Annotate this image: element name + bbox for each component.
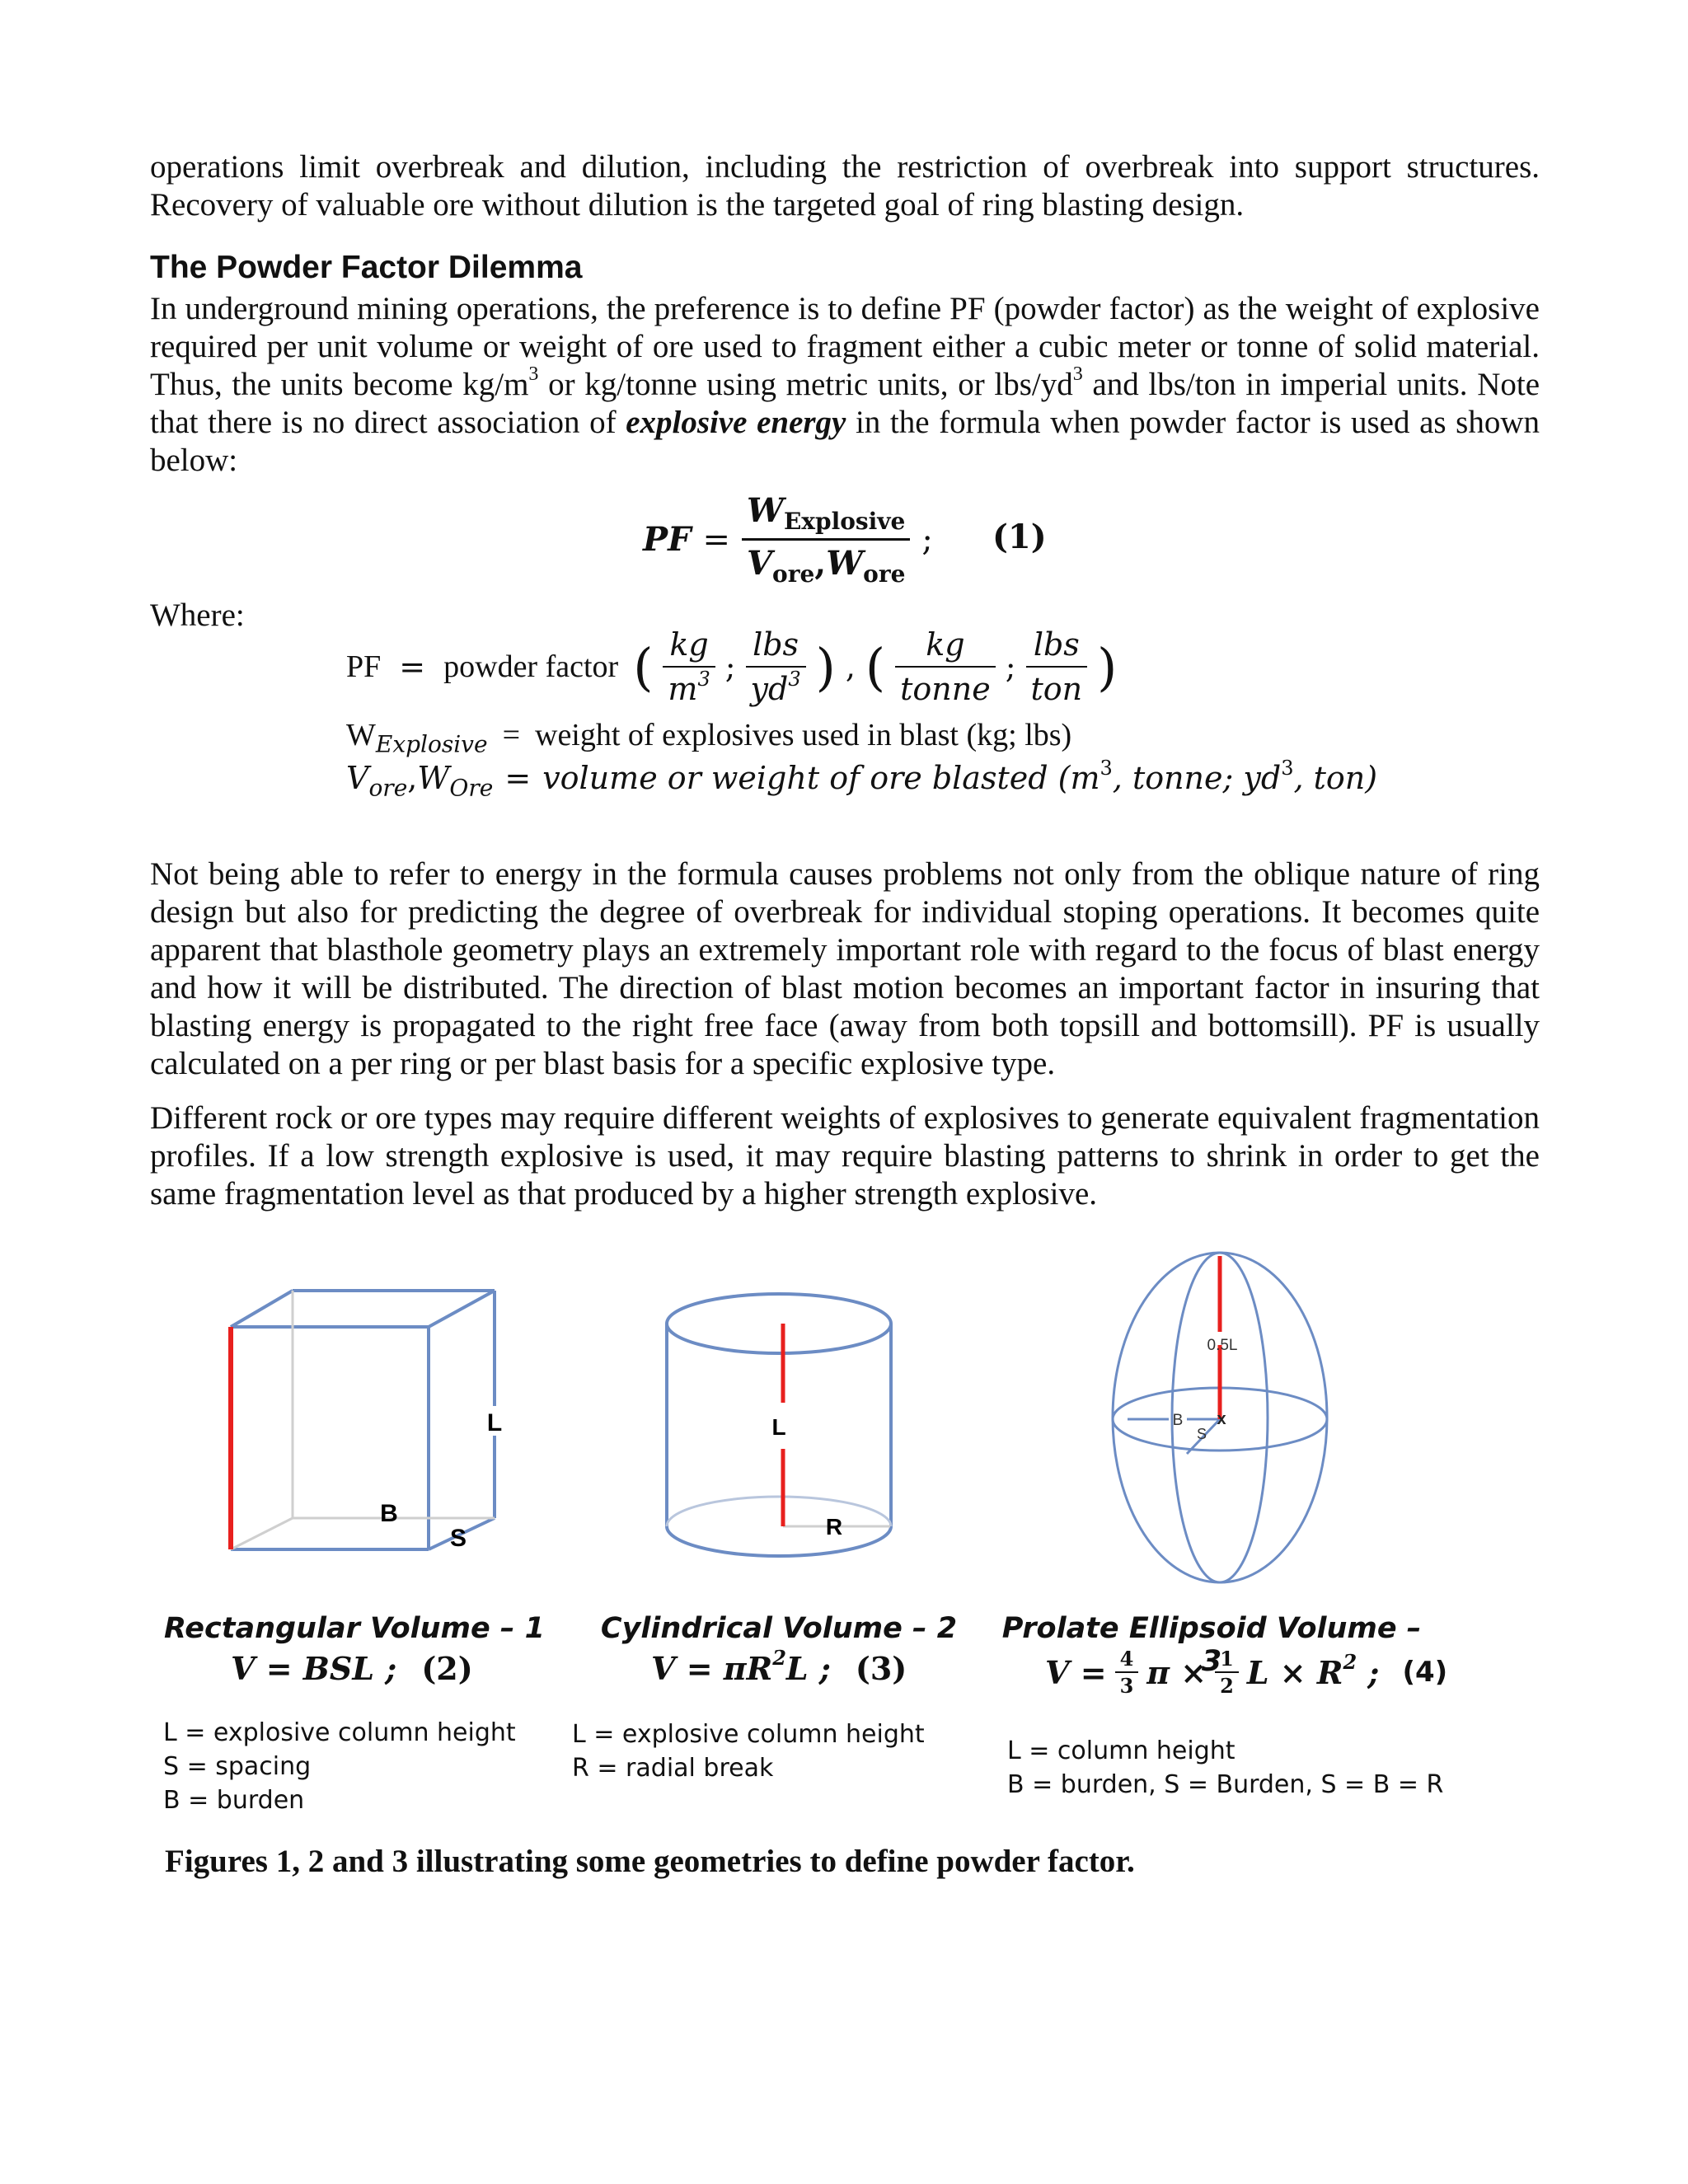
ellipsoid-label-s: S bbox=[1196, 1426, 1207, 1442]
fig1-legend-b: B = burden bbox=[163, 1786, 305, 1815]
cylindrical-volume-diagram bbox=[651, 1286, 907, 1566]
cylinder-bottom-back-arc bbox=[667, 1497, 891, 1526]
intro-paragraph: operations limit overbreak and dilution, including the restriction of overbreak into support structures. Recovery of valuable ore without dilution is the targeted goal of ring blasting design. bbox=[150, 149, 1540, 223]
where-row-pf: PF = powder factor ( $\frac{kg}{m^3}$ ; $\frac{\text{lbs}}{yd^3}$ ) , ( $\frac{kg}{\text{tonne}}$ ; $\frac{\text{lbs}}{\text{ton}}$ ) bbox=[346, 626, 1118, 707]
fig2-legend bbox=[572, 1718, 925, 1785]
where-row-w-explosive: $W_{Explosive}$ = weight of explosives used in blast (kg; lbs) bbox=[346, 718, 1072, 758]
rock-types-paragraph: Different rock or ore types may require different weights of explosives to generate equivalent fragmentation profiles. If a low strength explosive is used, it may require blasting patterns to shrink in order to get the same fragmentation level as that produced by a higher strength explosive. bbox=[150, 1100, 1540, 1212]
where-label: Where: bbox=[150, 598, 245, 633]
fig2-legend-l: L = explosive column height bbox=[572, 1720, 925, 1749]
cylinder-top-ellipse bbox=[667, 1294, 891, 1353]
box-top-right-edge bbox=[429, 1291, 495, 1327]
section-heading: The Powder Factor Dilemma bbox=[150, 250, 583, 285]
powder-factor-paragraph: In underground mining operations, the preference is to define PF (powder factor) as the weight of explosive required per unit volume or weight of ore used to fragment either a cubic meter or tonne of solid material. Thus, the units become $kg/m^3$ or kg/tonne using metric units, or lbs/$yd^3$ and lbs/ton in imperial units. Note that there is no direct association of explosive energy in the formula when powder factor is used as shown below: bbox=[150, 291, 1540, 478]
energy-paragraph: Not being able to refer to energy in the formula causes problems not only from the oblique nature of ring design but also for predicting the degree of overbreak for individual stoping operations. It becomes quite apparent that blasthole geometry plays an extremely important role with regard to the focus of blast energy and how it will be distributed. The direction of blast motion becomes an important factor in insuring that blasting energy is propagated to the right free face (away from both topsill and bottomsill). PF is usually calculated on a per ring or per blast basis for a specific explosive type. bbox=[150, 856, 1540, 1081]
fig3-equation: V = $\frac{4}{3}$ π × $\frac{1}{2}$ $L \times R^2$ ; (4) bbox=[1045, 1647, 1448, 1698]
box-top-left-edge bbox=[231, 1291, 293, 1327]
box-hidden-diagonal-edge bbox=[231, 1518, 293, 1549]
fig3-title: Prolate Ellipsoid Volume – 3 bbox=[1001, 1612, 1422, 1678]
fig1-title: Rectangular Volume – 1 bbox=[164, 1612, 545, 1645]
ellipsoid-label-half-l: 0.5L bbox=[1207, 1337, 1238, 1354]
cylinder-label-l: L bbox=[771, 1414, 786, 1440]
fig2-title: Cylindrical Volume – 2 bbox=[600, 1612, 958, 1645]
rectangular-volume-diagram bbox=[214, 1277, 511, 1566]
prolate-ellipsoid-diagram bbox=[1104, 1244, 1343, 1591]
fig3-legend-b: B = burden, S = Burden, S = B = R bbox=[1007, 1770, 1444, 1799]
equation-1: PF = $\frac{W_{Explosive}}{V_{ore},W_{ore}}$ ; bbox=[643, 491, 933, 588]
fig1-legend bbox=[163, 1716, 516, 1817]
ellipsoid-center-mark: x bbox=[1217, 1410, 1226, 1428]
cylinder-label-r: R bbox=[825, 1514, 843, 1540]
fig1-equation: V = BSL ; (2) bbox=[231, 1650, 473, 1687]
equation-1-number: (1) bbox=[992, 518, 1047, 556]
ellipsoid-label-b: B bbox=[1172, 1412, 1184, 1429]
where-row-v-ore: $V_{ore},W_{Ore}$ = volume or weight of ore blasted ($m^3$, tonne; $yd^3$, ton) bbox=[346, 757, 1378, 802]
box-label-b: B bbox=[380, 1500, 398, 1527]
cylinder-bottom-front-arc bbox=[667, 1526, 891, 1556]
fig3-legend bbox=[1007, 1734, 1443, 1802]
fig3-legend-l: L = column height bbox=[1007, 1736, 1236, 1765]
box-label-l: L bbox=[486, 1409, 503, 1436]
figure-caption: Figures 1, 2 and 3 illustrating some geometries to define powder factor. bbox=[165, 1844, 1135, 1879]
explosive-energy-emphasis: explosive energy bbox=[626, 405, 846, 440]
fig2-legend-r: R = radial break bbox=[572, 1754, 774, 1783]
fig1-legend-l: L = explosive column height bbox=[163, 1718, 516, 1747]
box-label-s: S bbox=[449, 1525, 467, 1552]
fig1-legend-s: S = spacing bbox=[163, 1752, 312, 1781]
fig2-equation: $V = \pi R^2L$ ; (3) bbox=[651, 1646, 907, 1687]
